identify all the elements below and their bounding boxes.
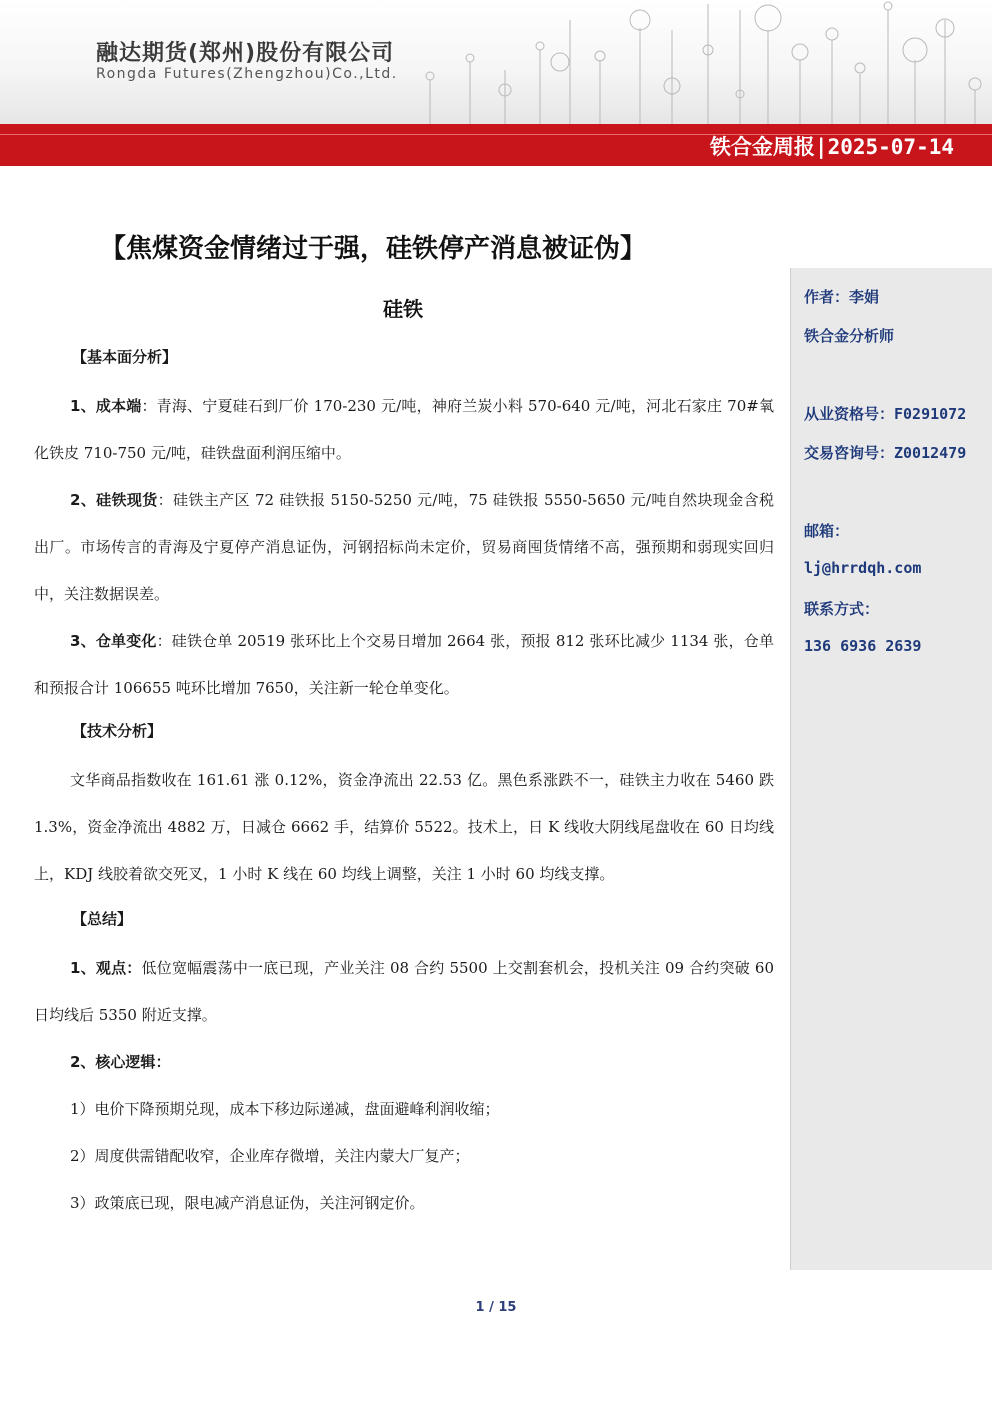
paragraph-spot <box>34 477 774 618</box>
list-item: 1）电价下降预期兑现，成本下移边际递减，盘面避峰利润收缩； <box>70 1100 500 1118</box>
author-sidebar <box>790 268 992 1270</box>
author-name: 作者：李娟 <box>804 288 880 306</box>
paragraph-spot-head: 2、硅铁现货 <box>70 491 158 509</box>
header-band <box>0 0 992 124</box>
contact-label: 联系方式： <box>804 600 880 618</box>
paragraph-cost-head: 1、成本端 <box>70 397 142 415</box>
consult-number: 交易咨询号：Z0012479 <box>804 444 967 462</box>
phone-number: 136 6936 2639 <box>804 637 922 655</box>
paragraph-cost-text: ：青海、宁夏硅石到厂价 170-230 元/吨，神府兰炭小料 570-640 元/吨，河北石家庄 70#氧化铁皮 710-750 元/吨，硅铁盘面利润压缩中。 <box>34 397 775 462</box>
paragraph-view-text: 低位宽幅震荡中一底已现，产业关注 08 合约 5500 上交割套机会，投机关注 09 合约突破 60 日均线后 5350 附近支撑。 <box>34 959 774 1024</box>
report-label: 铁合金周报|2025-07-14 <box>709 135 954 159</box>
paragraph-spot-text: ：硅铁主产区 72 硅铁报 5150-5250 元/吨，75 硅铁报 5550-5650 元/吨自然块现金含税出厂。市场传言的青海及宁夏停产消息证伪，河钢招标尚未定价，贸易商囤货情绪不高，强预期和弱现实回归中，关注数据误差。 <box>34 491 774 603</box>
paragraph-warehouse <box>34 618 774 712</box>
email-label: 邮箱： <box>804 522 850 540</box>
section-heading-summary: 【总结】 <box>72 910 133 928</box>
author-role: 铁合金分析师 <box>804 327 895 345</box>
list-item: 2）周度供需错配收窄，企业库存微增，关注内蒙大厂复产； <box>70 1147 470 1165</box>
page-title: 【焦煤资金情绪过于强，硅铁停产消息被证伪】 <box>100 234 647 264</box>
paragraph-warehouse-head: 3、仓单变化 <box>70 632 157 650</box>
core-logic-heading: 2、核心逻辑： <box>70 1053 171 1071</box>
paragraph-warehouse-text: ：硅铁仓单 20519 张环比上个交易日增加 2664 张，预报 812 张环比减少 1134 张，仓单和预报合计 106655 吨环比增加 7650，关注新一轮仓单变化。 <box>34 632 774 697</box>
page-subtitle: 硅铁 <box>383 297 423 321</box>
qualification-number: 从业资格号：F0291072 <box>804 405 967 423</box>
paragraph-cost <box>34 383 774 477</box>
paragraph-view <box>34 945 774 1039</box>
paragraph-view-head: 1、观点： <box>70 959 142 977</box>
page-number: 1 / 15 <box>475 1300 517 1315</box>
section-heading-technical: 【技术分析】 <box>72 722 163 740</box>
paragraph-technical: 文华商品指数收在 161.61 涨 0.12%，资金净流出 22.53 亿。黑色系涨跌不一，硅铁主力收在 5460 跌 1.3%，资金净流出 4882 万，日减仓 6662 手，结算价 5522。技术上，日 K 线收大阴线尾盘收在 60 日均线上，KDJ 线胶着欲交死叉，1 小时 K 线在 60 均线上调整，关注 1 小时 60 均线支撑。 <box>34 771 774 883</box>
email-link[interactable]: lj@hrrdqh.com <box>804 559 922 577</box>
section-heading-fundamental: 【基本面分析】 <box>72 348 178 366</box>
company-name-en: Rongda Futures(Zhengzhou)Co.,Ltd. <box>96 66 398 82</box>
list-item: 3）政策底已现，限电减产消息证伪，关注河钢定价。 <box>70 1194 425 1212</box>
report-body <box>34 338 774 1227</box>
company-name-cn: 融达期货(郑州)股份有限公司 <box>96 41 395 66</box>
